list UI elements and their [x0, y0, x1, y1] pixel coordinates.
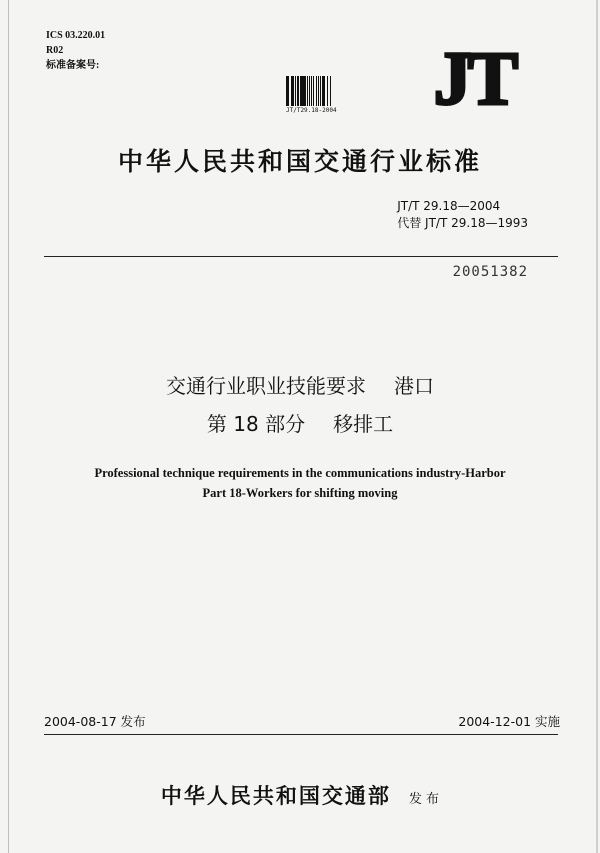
issue-label: 发 布	[408, 792, 440, 807]
cn-title-main: 交通行业职业技能要求	[166, 374, 366, 398]
issuing-authority: 中华人民共和国交通部	[160, 784, 391, 808]
cn-title-line-2	[0, 408, 600, 437]
cn-title-line-1	[0, 370, 600, 399]
category-code: R02	[46, 45, 64, 56]
receipt-stamp: 20051382	[452, 264, 528, 280]
jt-logo	[418, 46, 530, 108]
en-title-line-1: Professional technique requirements in the communications industry-Harbor	[94, 466, 506, 480]
replaces-standard: 代替 JT/T 29.18—1993	[397, 216, 528, 230]
divider-top	[44, 256, 558, 257]
standard-number-block	[397, 198, 528, 232]
barcode-caption: JT/T29.18-2004	[286, 107, 337, 114]
divider-bottom	[44, 734, 558, 735]
barcode	[286, 76, 350, 114]
issuer-line	[0, 780, 600, 810]
publish-date: 2004-08-17 发布	[44, 714, 146, 729]
classification-block	[46, 28, 105, 73]
filing-number-label: 标准备案号:	[46, 60, 100, 71]
ics-code: ICS 03.220.01	[46, 30, 106, 41]
barcode-bar	[330, 76, 331, 106]
page-title: 中华人民共和国交通行业标准	[117, 147, 482, 176]
cn-title-sub: 港口	[394, 374, 434, 398]
cn-part-number: 第 18 部分	[206, 412, 306, 436]
effective-date: 2004-12-01 实施	[458, 714, 560, 729]
cn-part-name: 移排工	[333, 412, 394, 436]
jt-logo-text: JT	[433, 46, 515, 108]
en-title-line-2: Part 18-Workers for shifting moving	[202, 486, 398, 500]
barcode-bars	[286, 76, 350, 106]
standard-number: JT/T 29.18—2004	[397, 199, 501, 213]
